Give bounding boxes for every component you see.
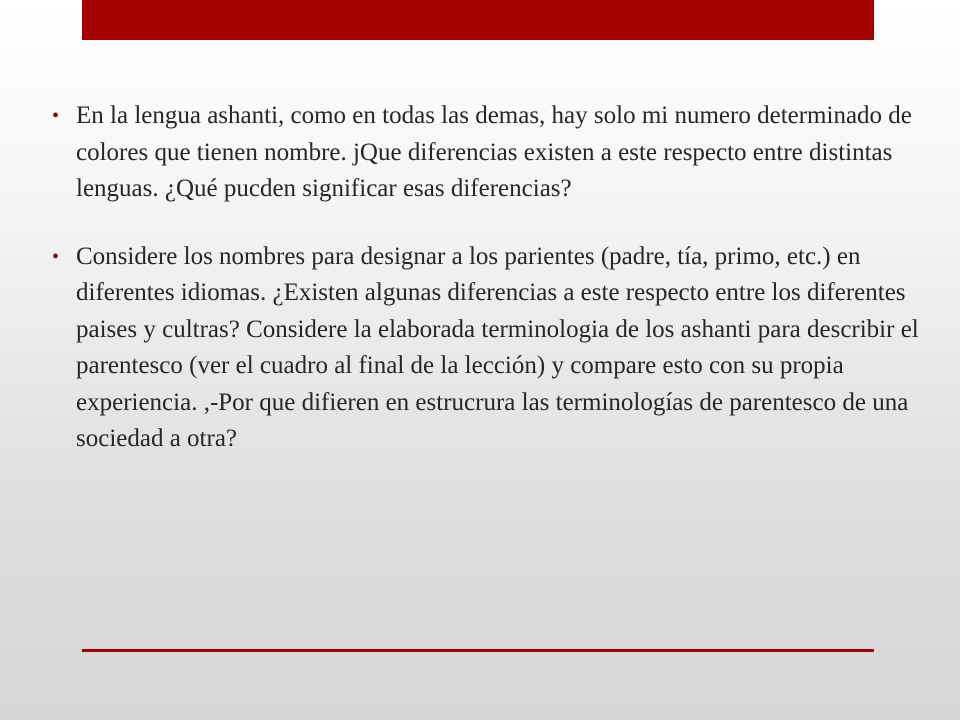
bullet-item-1 bbox=[52, 98, 920, 208]
bullet-dot-icon: • bbox=[52, 105, 60, 127]
bullet-dot-icon: • bbox=[52, 245, 60, 268]
bullet-item-2 bbox=[52, 239, 920, 458]
slide-content bbox=[52, 98, 920, 489]
bullet-text-1: En la lengua ashanti, como en todas las demas, hay solo mi numero determinado de colores que tienen nombre. jQue diferencias existen a este respecto entre distintas lenguas. ¿Qué pucden significar esas diferencias? bbox=[76, 102, 912, 202]
top-accent-bar bbox=[82, 0, 874, 40]
bullet-text-2: Considere los nombres para designar a los parientes (padre, tía, primo, etc.) en diferentes idiomas. ¿Existen algunas diferencias a este respecto entre los diferentes paises y cultras? Considere la elaborada terminologia de los ashanti para describir el parentesco (ver el cuadro al final de la lección) y compare esto con su propia experiencia. ,-Por que difieren en estrucrura las terminologías de parentesco de una sociedad a otra? bbox=[76, 242, 919, 452]
bottom-accent-rule bbox=[82, 649, 874, 652]
